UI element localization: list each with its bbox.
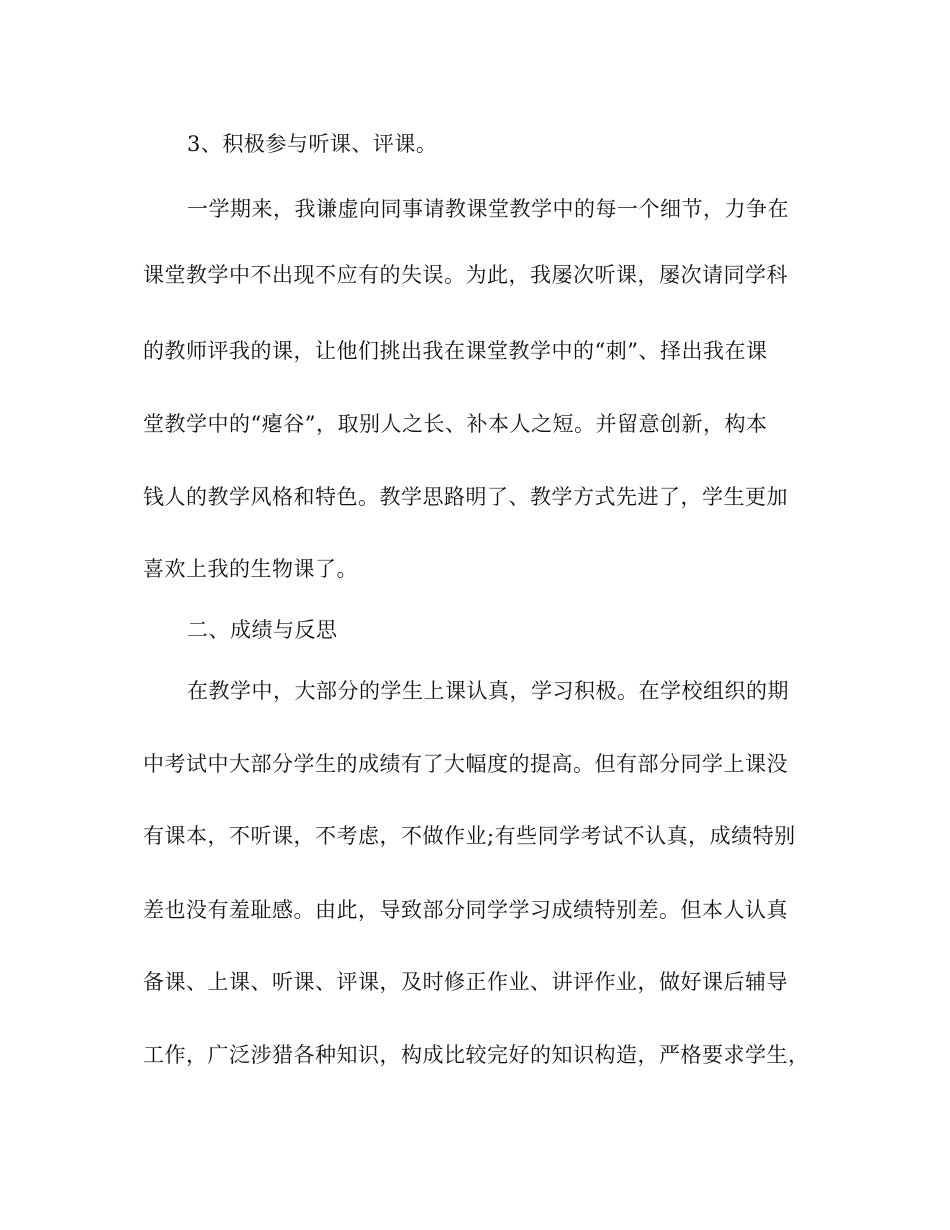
paragraph-line: 的教师评我的课，让他们挑出我在课堂教学中的“刺”、择出我在课	[143, 339, 768, 363]
paragraph-line: 中考试中大部分学生的成绩有了大幅度的提高。但有部分同学上课没	[143, 752, 788, 776]
paragraph-line: 差也没有羞耻感。由此，导致部分同学学习成绩特别差。但本人认真	[143, 898, 788, 922]
section-heading-results-reflection: 二、成绩与反思	[187, 618, 338, 642]
paragraph-line: 工作，广泛涉猎各种知识，构成比较完好的知识构造，严格要求学生，	[143, 1043, 810, 1067]
heading-3-listen-evaluate: 3、积极参与听课、评课。	[187, 132, 438, 156]
paragraph-line: 有课本，不听课，不考虑，不做作业;有些同学考试不认真，成绩特别	[143, 824, 796, 848]
paragraph-line: 钱人的教学风格和特色。教学思路明了、教学方式先进了，学生更加	[143, 485, 788, 509]
paragraph-line: 在教学中，大部分的学生上课认真，学习积极。在学校组织的期	[187, 679, 789, 703]
paragraph-line: 喜欢上我的生物课了。	[143, 557, 358, 581]
paragraph-line: 一学期来，我谦虚向同事请教课堂教学中的每一个细节，力争在	[187, 197, 789, 221]
paragraph-line: 备课、上课、听课、评课，及时修正作业、讲评作业，做好课后辅导	[143, 970, 788, 994]
paragraph-line: 堂教学中的“瘪谷”，取别人之长、补本人之短。并留意创新，构本	[143, 412, 768, 436]
paragraph-line: 课堂教学中不出现不应有的失误。为此，我屡次听课，屡次请同学科	[143, 263, 788, 287]
